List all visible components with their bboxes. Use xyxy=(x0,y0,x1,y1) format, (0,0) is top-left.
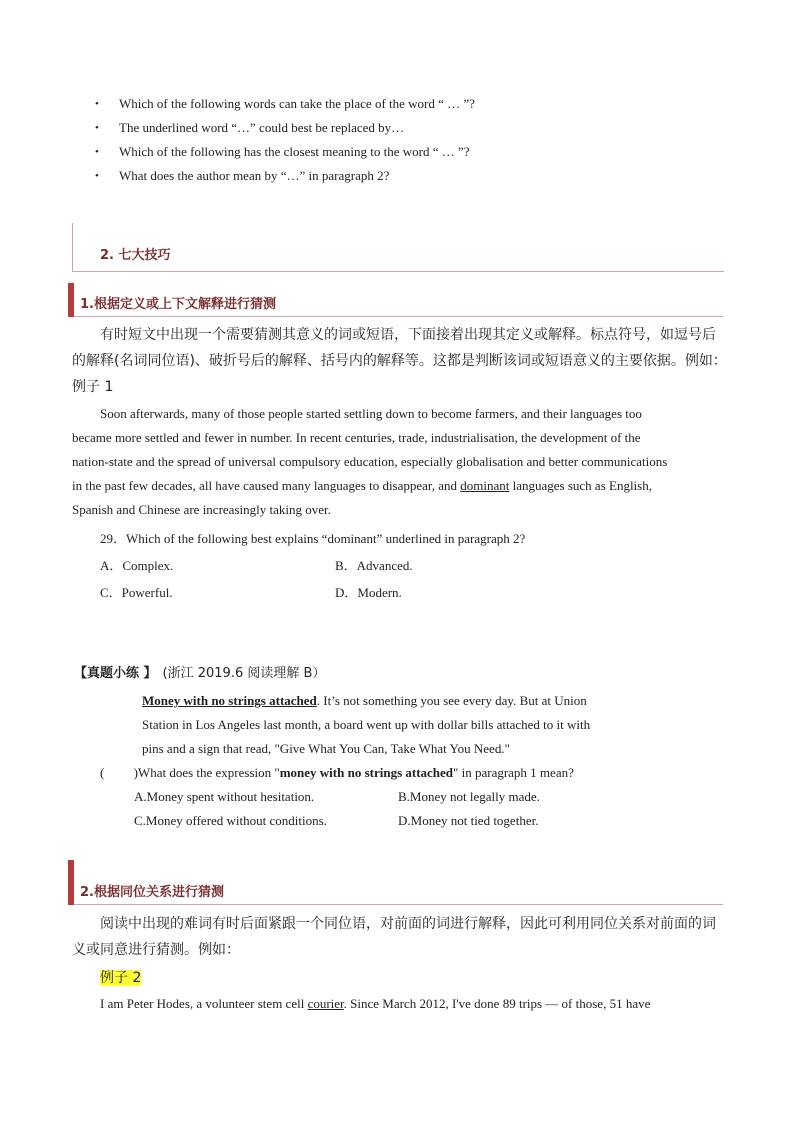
bullet-item: Which of the following has the closest meaning to the word “ … ”? xyxy=(119,144,470,159)
bullet-dot: • xyxy=(95,170,99,182)
sentence-text: I am Peter Hodes, a volunteer stem cell xyxy=(100,996,308,1011)
example-label: 例子 1 xyxy=(72,379,114,395)
passage-line: nation-state and the spread of universal compulsory education, especially globalisation and better communications xyxy=(72,454,668,469)
practice-line: Station in Los Angeles last month, a board went up with dollar bills attached to it with xyxy=(142,717,591,732)
underlined-word: courier xyxy=(307,996,344,1011)
tip2-title: 2.根据同位关系进行猜测 xyxy=(80,885,224,900)
question-text: What does the expression " xyxy=(137,765,280,780)
option-c: C．Powerful. xyxy=(100,585,173,600)
passage-line: became more settled and fewer in number. In recent centuries, trade, industrialisation, the development of the xyxy=(72,430,641,445)
practice-source: (浙江 2019.6 阅读理解 B） xyxy=(162,666,326,681)
practice-phrase: Money with no strings attached xyxy=(142,693,317,708)
bullet-dot: • xyxy=(95,122,99,134)
practice-option-b: B.Money not legally made. xyxy=(398,789,540,804)
tip1-paragraph-line1: 有时短文中出现一个需要猜测其意义的词或短语，下面接着出现其定义或解释。标点符号，如逗号后 xyxy=(100,327,716,343)
practice-option-a: A.Money spent without hesitation. xyxy=(134,789,315,804)
underlined-word: dominant xyxy=(460,478,510,493)
practice-option-d: D.Money not tied together. xyxy=(398,813,539,828)
practice-label: 【真题小练 】 xyxy=(74,666,157,681)
passage-text: languages such as English, xyxy=(509,478,652,493)
tip1-paragraph-line2: 的解释(名词同位语)、破折号后的解释、括号内的解释等。这都是判断该词或短语意义的主要依据。例如： xyxy=(72,353,727,369)
heading-underline xyxy=(74,904,723,905)
bullet-item: Which of the following words can take the place of the word “ … ”? xyxy=(119,96,475,111)
bullet-item: What does the author mean by “…” in paragraph 2? xyxy=(119,168,390,183)
question-29: 29．Which of the following best explains “dominant” underlined in paragraph 2? xyxy=(100,531,526,546)
bullet-dot: • xyxy=(95,98,99,110)
accent-bar xyxy=(68,283,74,317)
passage-line xyxy=(72,478,652,494)
option-b: B．Advanced. xyxy=(335,558,413,573)
answer-blank[interactable]: ( ) xyxy=(100,765,138,780)
highlighted-example-label: 例子 2 xyxy=(100,970,142,986)
bullet-dot: • xyxy=(95,146,99,158)
option-a: A．Complex. xyxy=(100,558,174,573)
example-label xyxy=(100,967,141,987)
sentence-text: . Since March 2012, I've done 89 trips — of those, 51 have xyxy=(343,996,651,1011)
bullet-item: The underlined word “…” could best be replaced by… xyxy=(119,120,405,135)
practice-line xyxy=(142,693,587,709)
passage-line: Spanish and Chinese are increasingly taking over. xyxy=(72,502,331,517)
passage-text: in the past few decades, all have caused many languages to disappear, and xyxy=(72,478,461,493)
option-d: D．Modern. xyxy=(335,585,402,600)
practice-text: . It’s not something you see every day. But at Union xyxy=(316,693,587,708)
tip2-paragraph-line1: 阅读中出现的难词有时后面紧跟一个同位语，对前面的词进行解释，因此可利用同位关系对前面的词 xyxy=(100,916,716,932)
heading-underline xyxy=(74,316,723,317)
question-phrase: money with no strings attached xyxy=(279,765,454,780)
accent-bar xyxy=(68,860,74,905)
example-sentence xyxy=(100,996,650,1012)
practice-line: pins and a sign that read, "Give What You Can, Take What You Need." xyxy=(142,741,510,756)
practice-question xyxy=(100,765,574,781)
tip2-paragraph-line2: 义或同意进行猜测。例如： xyxy=(72,942,240,958)
section-heading: 2. 七大技巧 xyxy=(100,248,171,263)
practice-header xyxy=(74,662,325,681)
tip1-title: 1.根据定义或上下文解释进行猜测 xyxy=(80,297,276,312)
question-text: " in paragraph 1 mean? xyxy=(453,765,574,780)
practice-option-c: C.Money offered without conditions. xyxy=(134,813,327,828)
passage-line: Soon afterwards, many of those people started settling down to become farmers, and their languages too xyxy=(100,406,642,421)
